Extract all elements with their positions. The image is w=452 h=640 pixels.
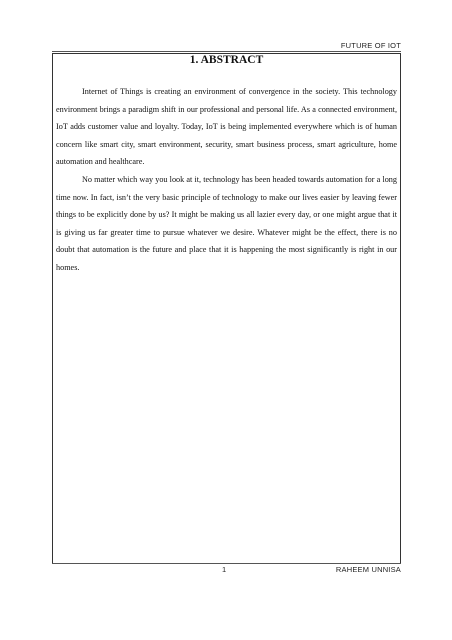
footer-author: RAHEEM UNNISA — [335, 565, 401, 574]
abstract-paragraph-2: No matter which way you look at it, technology has been headed towards automation for a long time now. In fact, isn’t the very basic principle of technology to make our lives easier by leaving fewer things to be explicitly done by us? It might be making us all lazier every day, or one might argue that it is giving us far greater time to pursue whatever we desire. Whatever might be the effect, there is no doubt that automation is the future and place that it is happening the most significantly is right in our homes. — [56, 174, 397, 272]
abstract-body — [56, 83, 397, 277]
header-rule — [52, 51, 401, 52]
page-number: 1 — [222, 565, 227, 574]
section-title: 1. ABSTRACT — [189, 54, 264, 66]
footer-rule — [52, 563, 401, 564]
abstract-paragraph-1: Internet of Things is creating an environment of convergence in the society. This technology environment brings a paradigm shift in our professional and personal life. As a connected environment, IoT adds customer value and loyalty. Today, IoT is being implemented everywhere which is of human concern like smart city, smart environment, security, smart business process, smart agriculture, home automation and healthcare. — [56, 87, 397, 167]
running-header: FUTURE OF IOT — [340, 41, 401, 50]
